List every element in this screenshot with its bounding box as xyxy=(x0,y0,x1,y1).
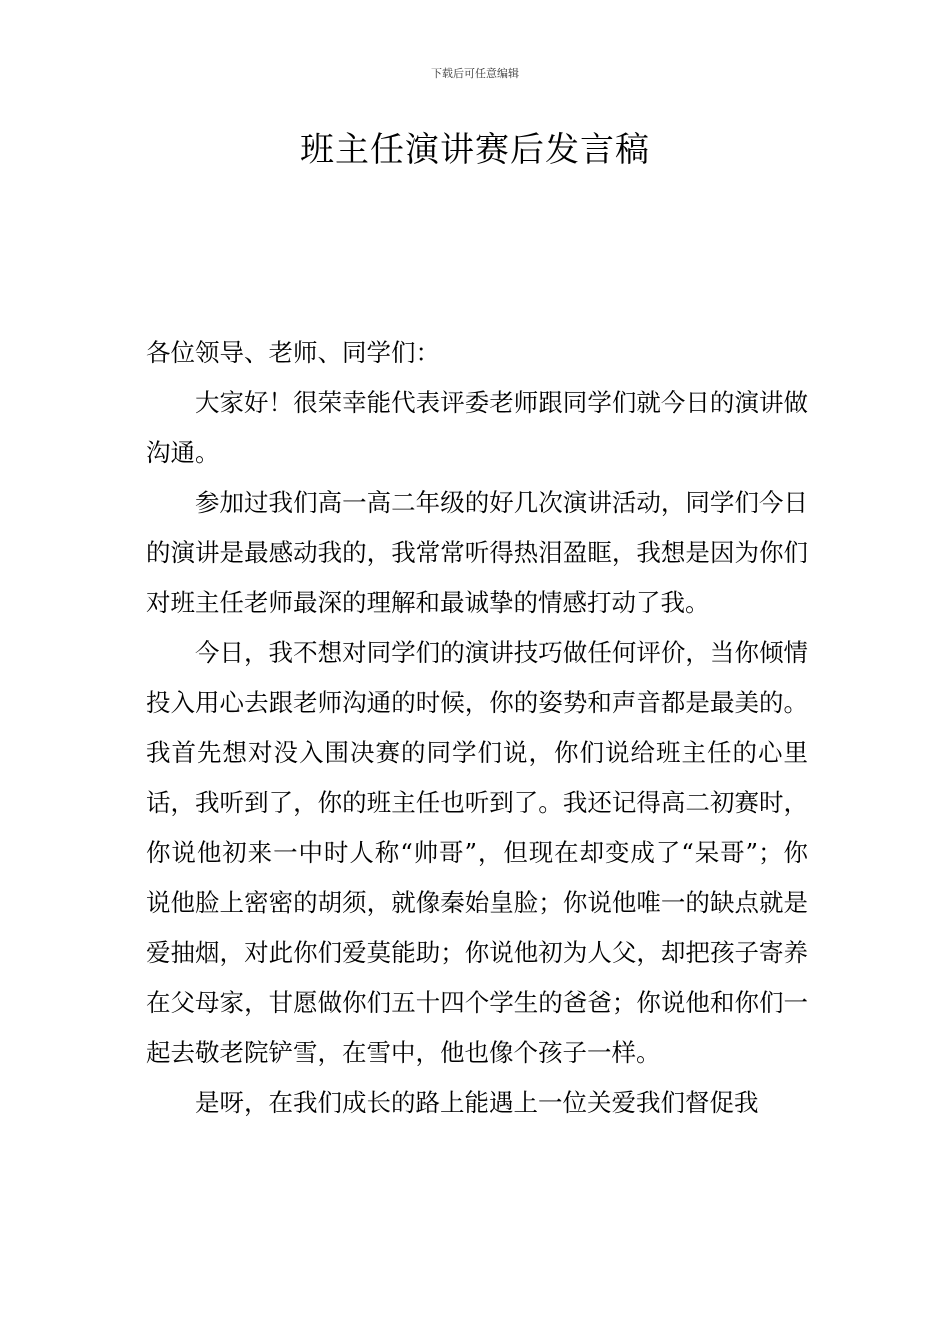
paragraph-1: 大家好！很荣幸能代表评委老师跟同学们就今日的演讲做沟通。 xyxy=(146,388,808,467)
paragraph-2: 参加过我们高一高二年级的好几次演讲活动，同学们今日的演讲是最感动我的，我常常听得热泪盈眶，我想是因为你们对班主任老师最深的理解和最诚挚的情感打动了我。 xyxy=(146,488,808,617)
document-body xyxy=(146,328,808,1128)
header-note: 下载后可任意编辑 xyxy=(431,67,519,80)
paragraph-3: 今日，我不想对同学们的演讲技巧做任何评价，当你倾情投入用心去跟老师沟通的时候，你的姿势和声音都是最美的。我首先想对没入围决赛的同学们说，你们说给班主任的心里话，我听到了，你的班主任也听到了。我还记得高二初赛时，你说他初来一中时人称“帅哥”，但现在却变成了“呆哥”；你说他脸上密密的胡须，就像秦始皇脸；你说他唯一的缺点就是爱抽烟，对此你们爱莫能助；你说他初为人父，却把孩子寄养在父母家，甘愿做你们五十四个学生的爸爸；你说他和你们一起去敬老院铲雪，在雪中，他也像个孩子一样。 xyxy=(146,638,808,1067)
paragraph-4: 是呀，在我们成长的路上能遇上一位关爱我们督促我 xyxy=(195,1088,759,1117)
salutation: 各位领导、老师、同学们： xyxy=(146,338,440,367)
document-title: 班主任演讲赛后发言稿 xyxy=(300,130,650,170)
